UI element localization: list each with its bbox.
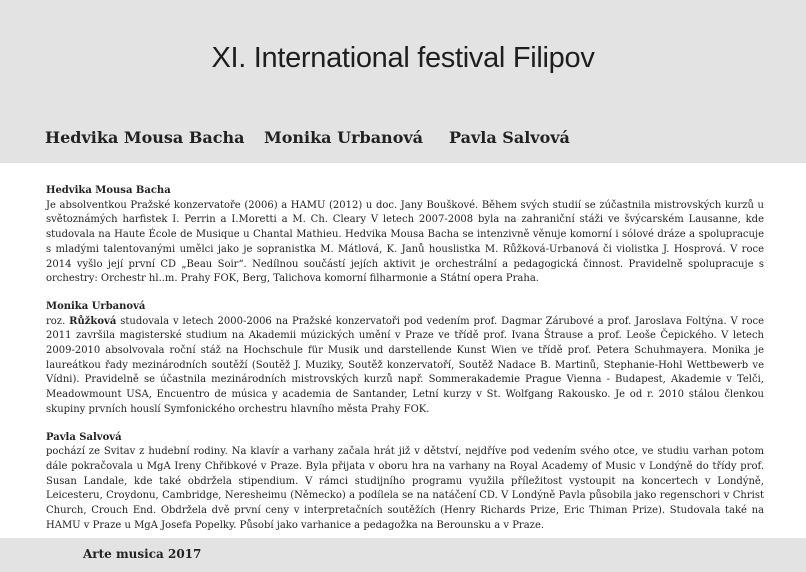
bio-text (46, 315, 764, 418)
page-title: XI. International festival Filipov (211, 42, 595, 74)
header-band (0, 0, 806, 163)
bio-maiden-name: Růžková (69, 315, 117, 327)
bio-body: studovala v letech 2000-2006 na Pražské konzervatoři pod vedením prof. Dagmar Zárubové a prof. Jaroslava Foltýna. V roce 2011 završila magisterské studium na Akademii múzických umění v Praze ve třídě prof. Ivana Štrause a prof. Leoše Čepického. V letech 2009-2010 absolvovala roční stáž na Hochschule für Musik und darstellende Kunst Wien ve třídě prof. Petera Schuhmayera. Monika je laureátkou řady mezinárodních soutěží (Soutěž J. Muziky, Soutěž konzervatoří, Soutěž Nadace B. Martinů, Stephanie-Hohl Wettbewerb ve Vídni). Pravidelně se účastnila mezinárodních mistrovských kurzů např. Sommerakademie Prague Vienna - Budapest, Akademie v Telči, Meadowmount USA, Encuentro de música y academia de Santander, Letní kurzy v St. Wolfgang Rakousko. Je od r. 2010 stálou členkou skupiny prvních houslí Symfonického orchestru hlavního města Prahy FOK. (46, 315, 764, 415)
bio-text: Je absolventkou Pražské konzervatoře (2006) a HAMU (2012) u doc. Jany Bouškové. Během svých studií se zúčastnila mistrovských kurzů u světoznámých harfistek I. Perrin a I.Moretti a M. Ch. Cleary V letech 2007-2008 byla na zahraniční stáži ve švýcarském Lausanne, kde studovala na Haute École de Musique u Chantal Mathieu. Hedvika Mousa Bacha se intenzivně věnuje komorní i sólové dráze a spolupracuje s mladými talentovanými umělci jako je sopranistka M. Mátlová, K. Janů houslistka M. Růžková-Urbanová či violistka J. Hosprová. V roce 2014 vyšlo její první CD „Beau Soir“. Nedílnou součástí jejích aktivit je orchestrální a pedagogická činnost. Pravidelně spolupracuje s orchestry: Orchestr hl..m. Prahy FOK, Berg, Talichova komorní filharmonie a Státní opera Praha. (46, 199, 764, 285)
biographies (46, 184, 764, 546)
performer-name-3: Pavla Salvová (449, 128, 570, 147)
bio-text: pochází ze Svitav z hudební rodiny. Na klavír a varhany začala hrát již v dětství, nejdříve pod vedením svého otce, ve studiu varhan potom dále pokračovala u MgA Ireny Chřibkové v Praze. Byla přijata v oboru hra na varhany na Royal Academy of Music v Londýně do třídy prof. Susan Landale, kde také obdržela stipendium. V rámci studijního programu využila příležitost vystoupit na koncertech v Londýně, Leicesteru, Croydonu, Cambridge, Neresheimu (Německo) a podílela se na natáčení CD. V Londýně Pavla působila jako regenschori v Christ Church, Crouch End. Obdržela dvě první ceny v interpretačních soutěžích (Henry Richards Prize, Eric Thiman Prize). Studovala také na HAMU v Praze u MgA Josefa Popelky. Působí jako varhanice a pedagožka na Berounsku a v Praze. (46, 446, 764, 531)
footer-label: Arte musica 2017 (83, 547, 202, 561)
footer-band (0, 538, 806, 572)
bio-name: Monika Urbanová (46, 300, 146, 312)
bio-prefix: roz. (46, 315, 70, 327)
performer-name-2: Monika Urbanová (264, 128, 424, 147)
bio-name: Hedvika Mousa Bacha (46, 185, 171, 196)
performer-name-1: Hedvika Mousa Bacha (45, 128, 245, 147)
bio-monika (46, 300, 764, 418)
bio-name: Pavla Salvová (46, 431, 122, 443)
bio-hedvika (46, 184, 764, 287)
bio-pavla (46, 431, 764, 534)
